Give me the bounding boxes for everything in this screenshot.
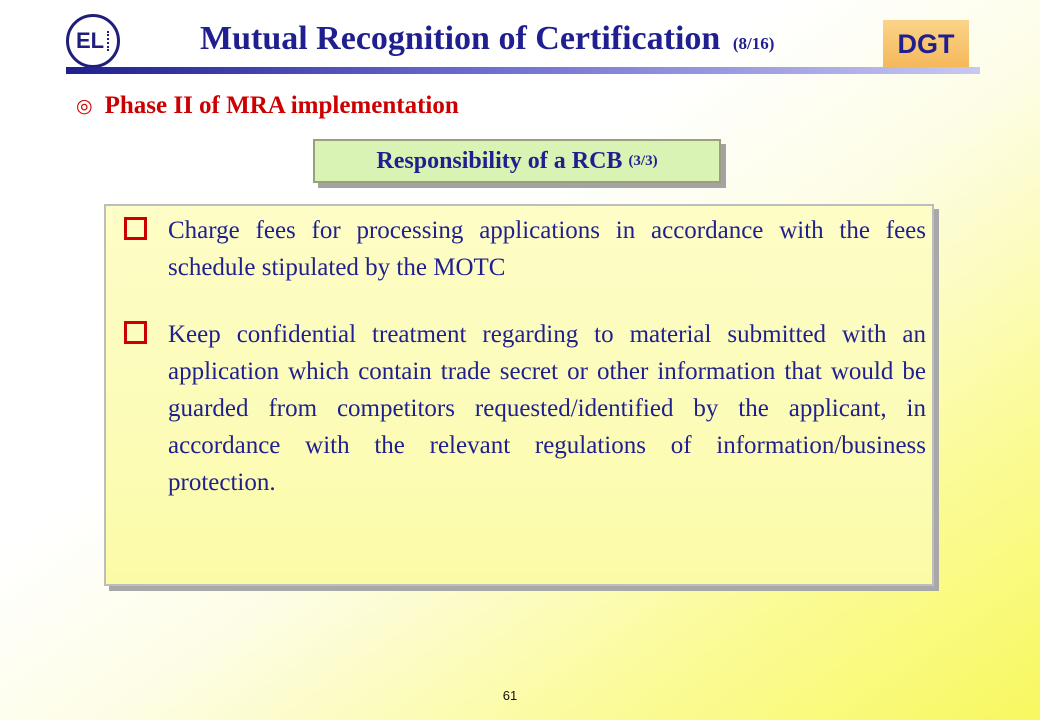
list-item-text: Keep confidential treatment regarding to material submitted with an application which contain trade secret or other information that would be guarded from competitors requested/identified by the applicant, in accordance with the relevant regulations of information/business protection. xyxy=(168,321,926,496)
page-number: 61 xyxy=(502,688,518,703)
logo-dots-icon xyxy=(107,31,110,51)
checkbox-bullet-icon xyxy=(124,321,147,344)
title-suffix: (8/16) xyxy=(732,34,775,53)
content-box xyxy=(104,204,934,586)
logo-text: EL xyxy=(75,28,105,53)
subtitle-box xyxy=(313,139,721,183)
el-logo xyxy=(66,14,120,68)
double-circle-bullet-icon: ◎ xyxy=(76,95,93,117)
section-heading xyxy=(76,92,459,120)
section-heading-text: Phase II of MRA implementation xyxy=(104,92,459,119)
list-item xyxy=(120,212,926,286)
dgt-badge: DGT xyxy=(883,20,969,68)
title-text: Mutual Recognition of Certification xyxy=(200,20,721,57)
list-item xyxy=(120,316,926,501)
page-title xyxy=(200,20,774,58)
subtitle-label: Responsibility of a RCB xyxy=(376,147,623,174)
list-item-text: Charge fees for processing applications in accordance with the fees schedule stipulated by the MOTC xyxy=(168,217,926,281)
header-divider xyxy=(66,67,980,74)
checkbox-bullet-icon xyxy=(124,217,147,240)
subtitle-suffix: (3/3) xyxy=(628,152,658,169)
